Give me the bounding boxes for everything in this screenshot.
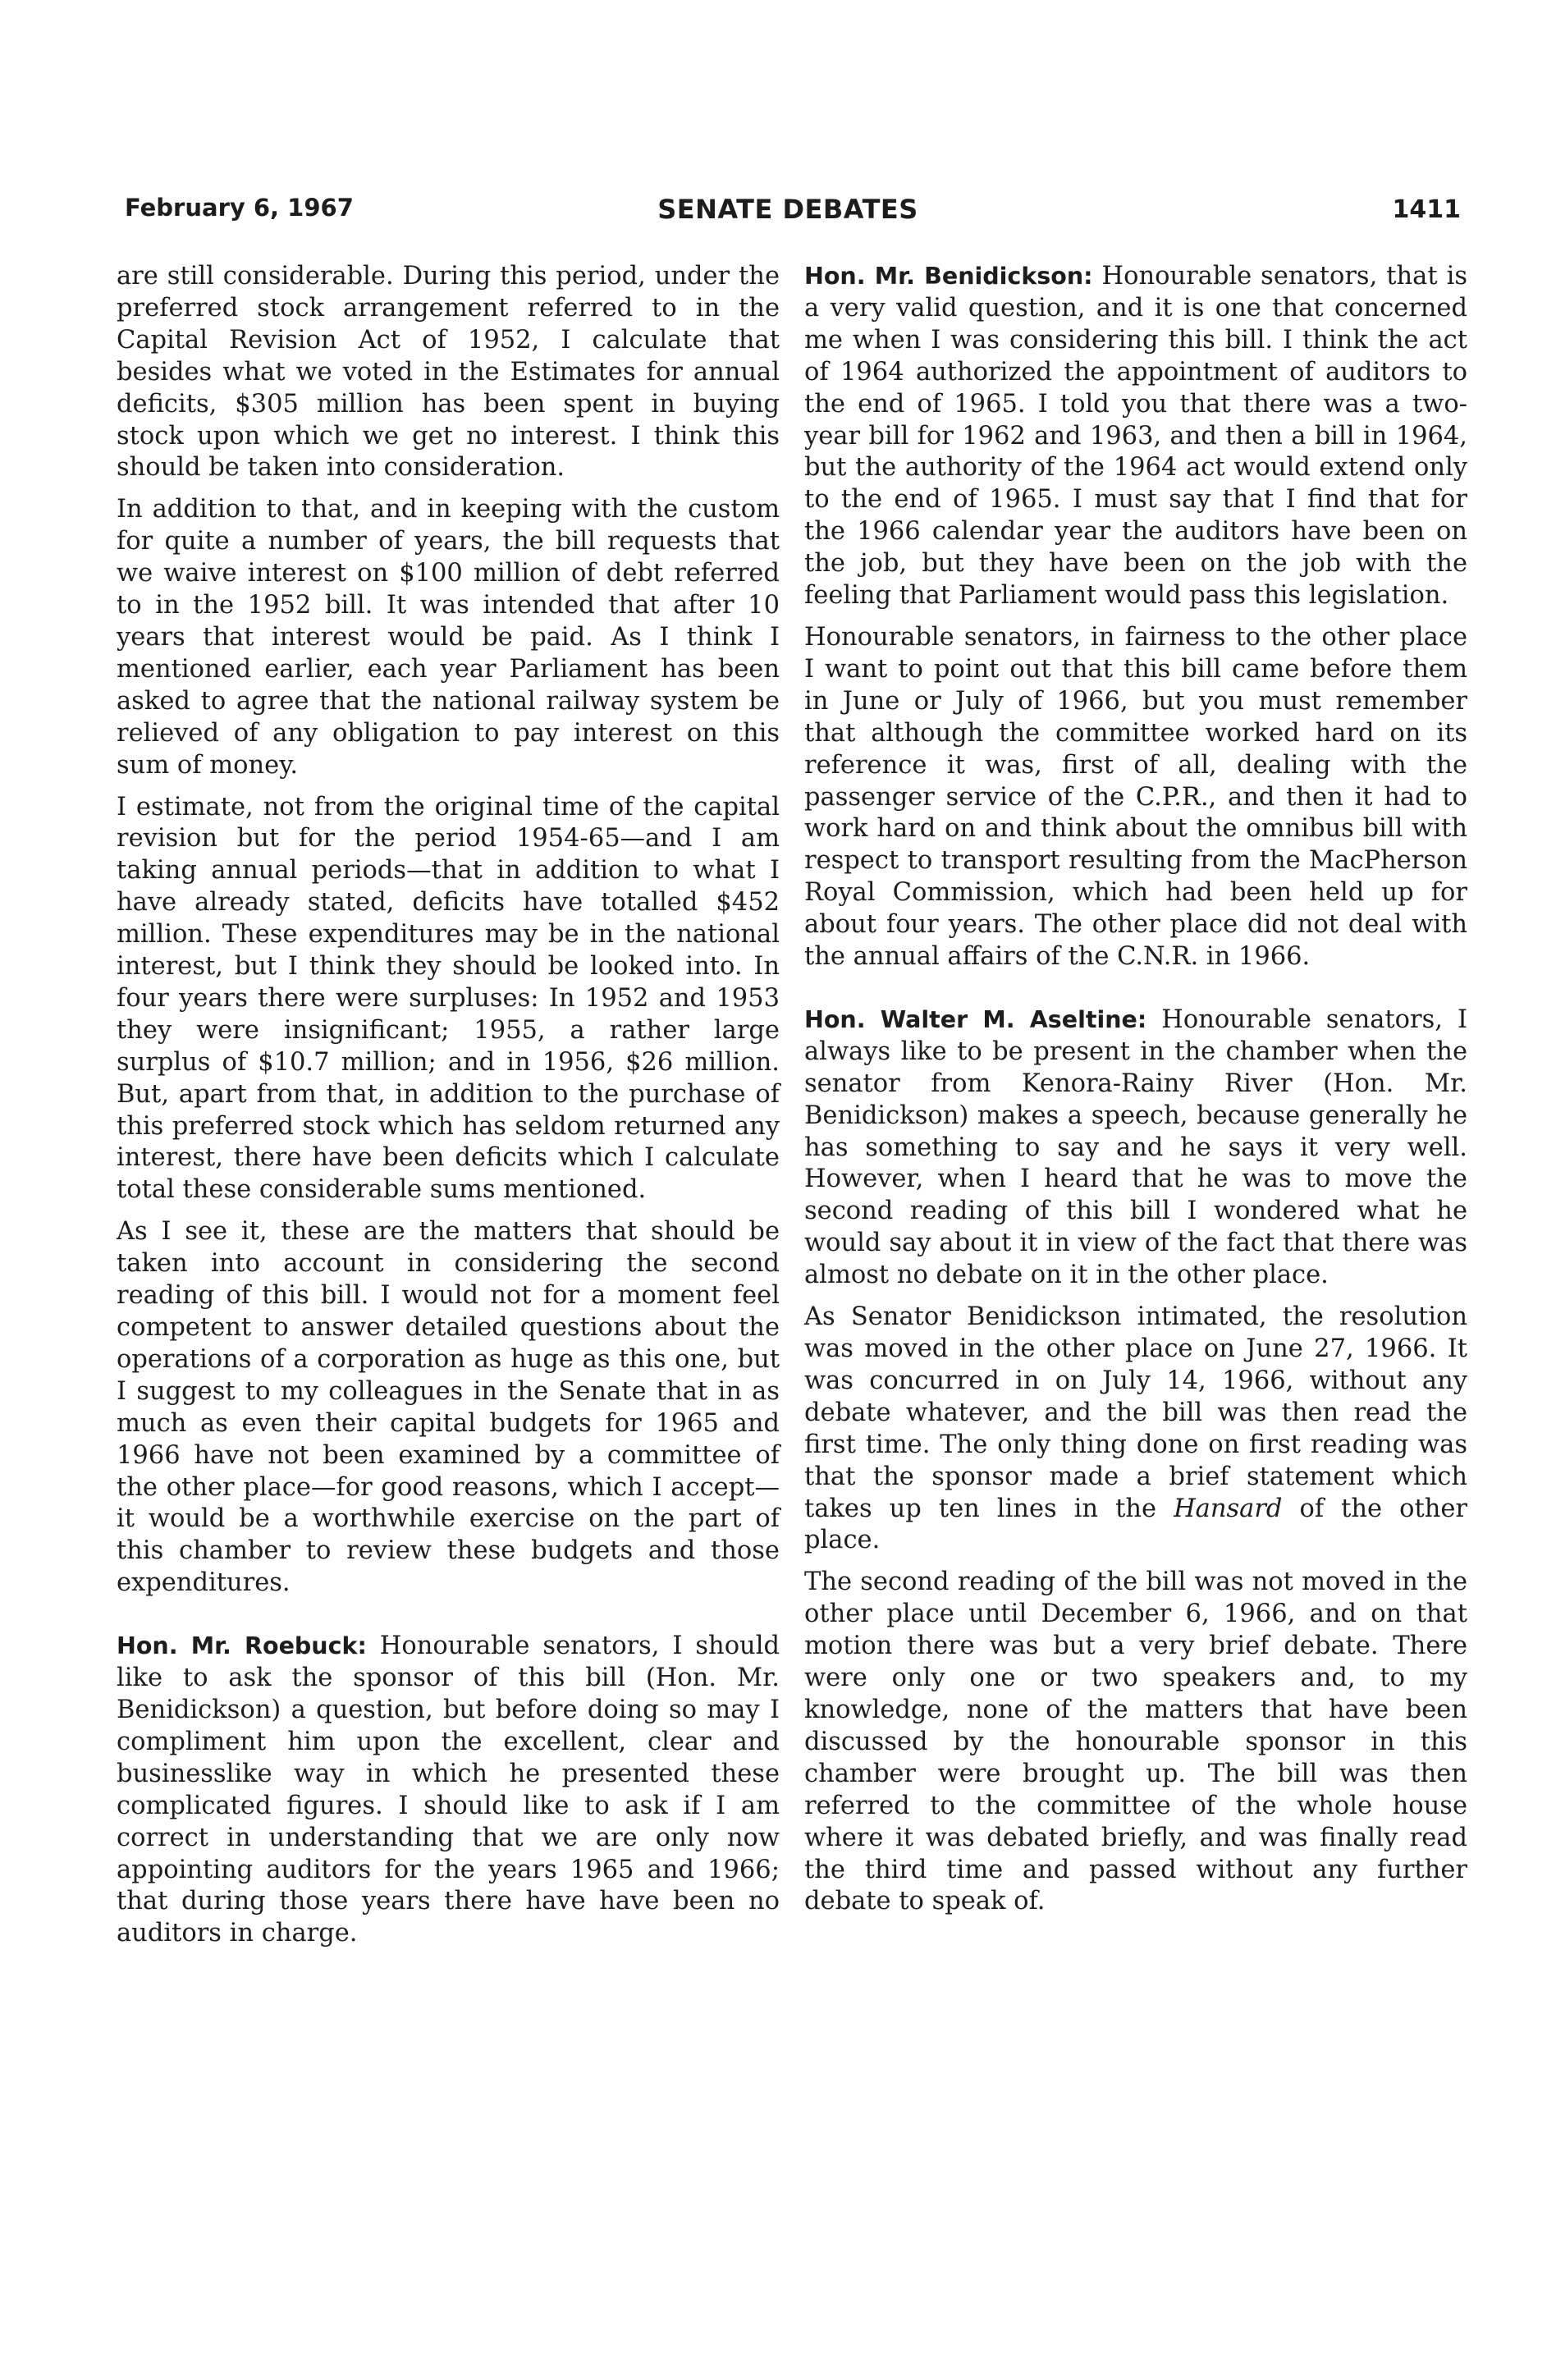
speech-roebuck: [117, 1631, 780, 1950]
paragraph: [804, 1302, 1467, 1557]
paragraph: In addition to that, and in keeping with the custom for quite a number of years, the bill requests that we waive interest on $100 million of debt referred to in the 1952 bill. It was intended that after 10 years that interest would be paid. As I think I mentioned earlier, each year Parliament has been asked to agree that the national railway system be relieved of any obligation to pay interest on this sum of money.: [117, 495, 780, 780]
speech-text: Honourable senators, that is a very valid question, and it is one that concerned me when I was considering this bill. I think the act of 1964 authorized the appointment of auditors to the end of 1965. I told you that there was a two-year bill for 1962 and 1963, and then a bill in 1964, but the authority of the 1964 act would extend only to the end of 1965. I must say that I find that for the 1966 calendar year the auditors have been on the job, but they have been on the job with the feeling that Parliament would pass this legislation.: [804, 262, 1467, 611]
paragraph: The second reading of the bill was not moved in the other place until December 6, 1966, and on that motion there was but a very brief debate. There were only one or two speakers and, to my knowledge, none of the matters that have been discussed by the honourable sponsor in this chamber were brought up. The bill was then referred to the committee of the whole house where it was debated briefly, and was finally read the third time and passed without any further debate to speak of.: [804, 1568, 1467, 1916]
paragraph: Honourable senators, in fairness to the other place I want to point out that this bill came before them in June or July of 1966, but you must remember that although the committee worked hard on its reference it was, first of all, dealing with the passenger service of the C.P.R., and then it had to work hard on and think about the omnibus bill with respect to transport resulting from the MacPherson Royal Commission, which had been held up for about four years. The other place did not deal with the annual affairs of the C.N.R. in 1966.: [804, 622, 1467, 972]
speaker-name: Hon. Mr. Roebuck:: [117, 1632, 367, 1660]
speaker-name: Hon. Walter M. Aseltine:: [804, 1005, 1147, 1033]
speaker-name: Hon. Mr. Benidickson:: [804, 263, 1093, 290]
speech-benidickson: [804, 261, 1467, 612]
paragraph: As I see it, these are the matters that should be taken into account in considering the second reading of this bill. I would not for a moment feel competent to answer detailed questions about the operations of a corporation as huge as this one, but I suggest to my colleagues in the Senate that in as much as even their capital budgets for 1965 and 1966 have not been examined by a committee of the other place—for good reasons, which I accept—it would be a worthwhile exercise on the part of this chamber to review these budgets and those expenditures.: [117, 1217, 780, 1598]
left-column: [117, 261, 780, 1950]
speech-text: Honourable senators, I should like to ask the sponsor of this bill (Hon. Mr. Benidickson) a question, but before doing so may I compliment him upon the excellent, clear and businesslike way in which he presented these complicated figures. I should like to ask if I am correct in understanding that we are only now appointing auditors for the years 1965 and 1966; that during those years there have have been no auditors in charge.: [117, 1632, 780, 1948]
speech-text: Honourable senators, I always like to be present in the chamber when the senator from Kenora-Rainy River (Hon. Mr. Benidickson) makes a speech, because generally he has something to say and he says it very well. However, when I heard that he was to move the second reading of this bill I wondered what he would say about it in view of the fact that there was almost no debate on it in the other place.: [804, 1005, 1467, 1290]
paragraph: I estimate, not from the original time of the capital revision but for the period 1954-65—and I am taking annual periods—that in addition to what I have already stated, deficits have totalled $452 million. These expenditures may be in the national interest, but I think they should be looked into. In four years there were surpluses: In 1952 and 1953 they were insignificant; 1955, a rather large surplus of $10.7 million; and in 1956, $26 million. But, apart from that, in addition to the purchase of this preferred stock which has seldom returned any interest, there have been deficits which I calculate total these considerable sums mentioned.: [117, 792, 780, 1205]
page-header: [115, 190, 1461, 240]
right-column: [804, 261, 1467, 1918]
page-number: 1411: [1392, 195, 1461, 224]
paragraph: are still considerable. During this period, under the preferred stock arrangement referred to in the Capital Revision Act of 1952, I calculate that besides what we voted in the Estimates for annual deficits, $305 million has been spent in buying stock upon which we get no interest. I think this should be taken into consideration.: [117, 262, 780, 483]
speech-aseltine: [804, 1005, 1467, 1292]
header-date: February 6, 1967: [125, 194, 354, 222]
text-run: of the other place.: [804, 1494, 1467, 1555]
header-title: SENATE DEBATES: [657, 194, 918, 225]
hansard-title: Hansard: [1174, 1494, 1283, 1523]
text-run: As Senator Benidickson intimated, the resolution was moved in the other place on June 27, 1966. It was concurred in on July 14, 1966, without any debate whatever, and the bill was then read the first time. The only thing done on first reading was that the sponsor made a brief statement which takes up ten lines in the: [804, 1302, 1467, 1523]
